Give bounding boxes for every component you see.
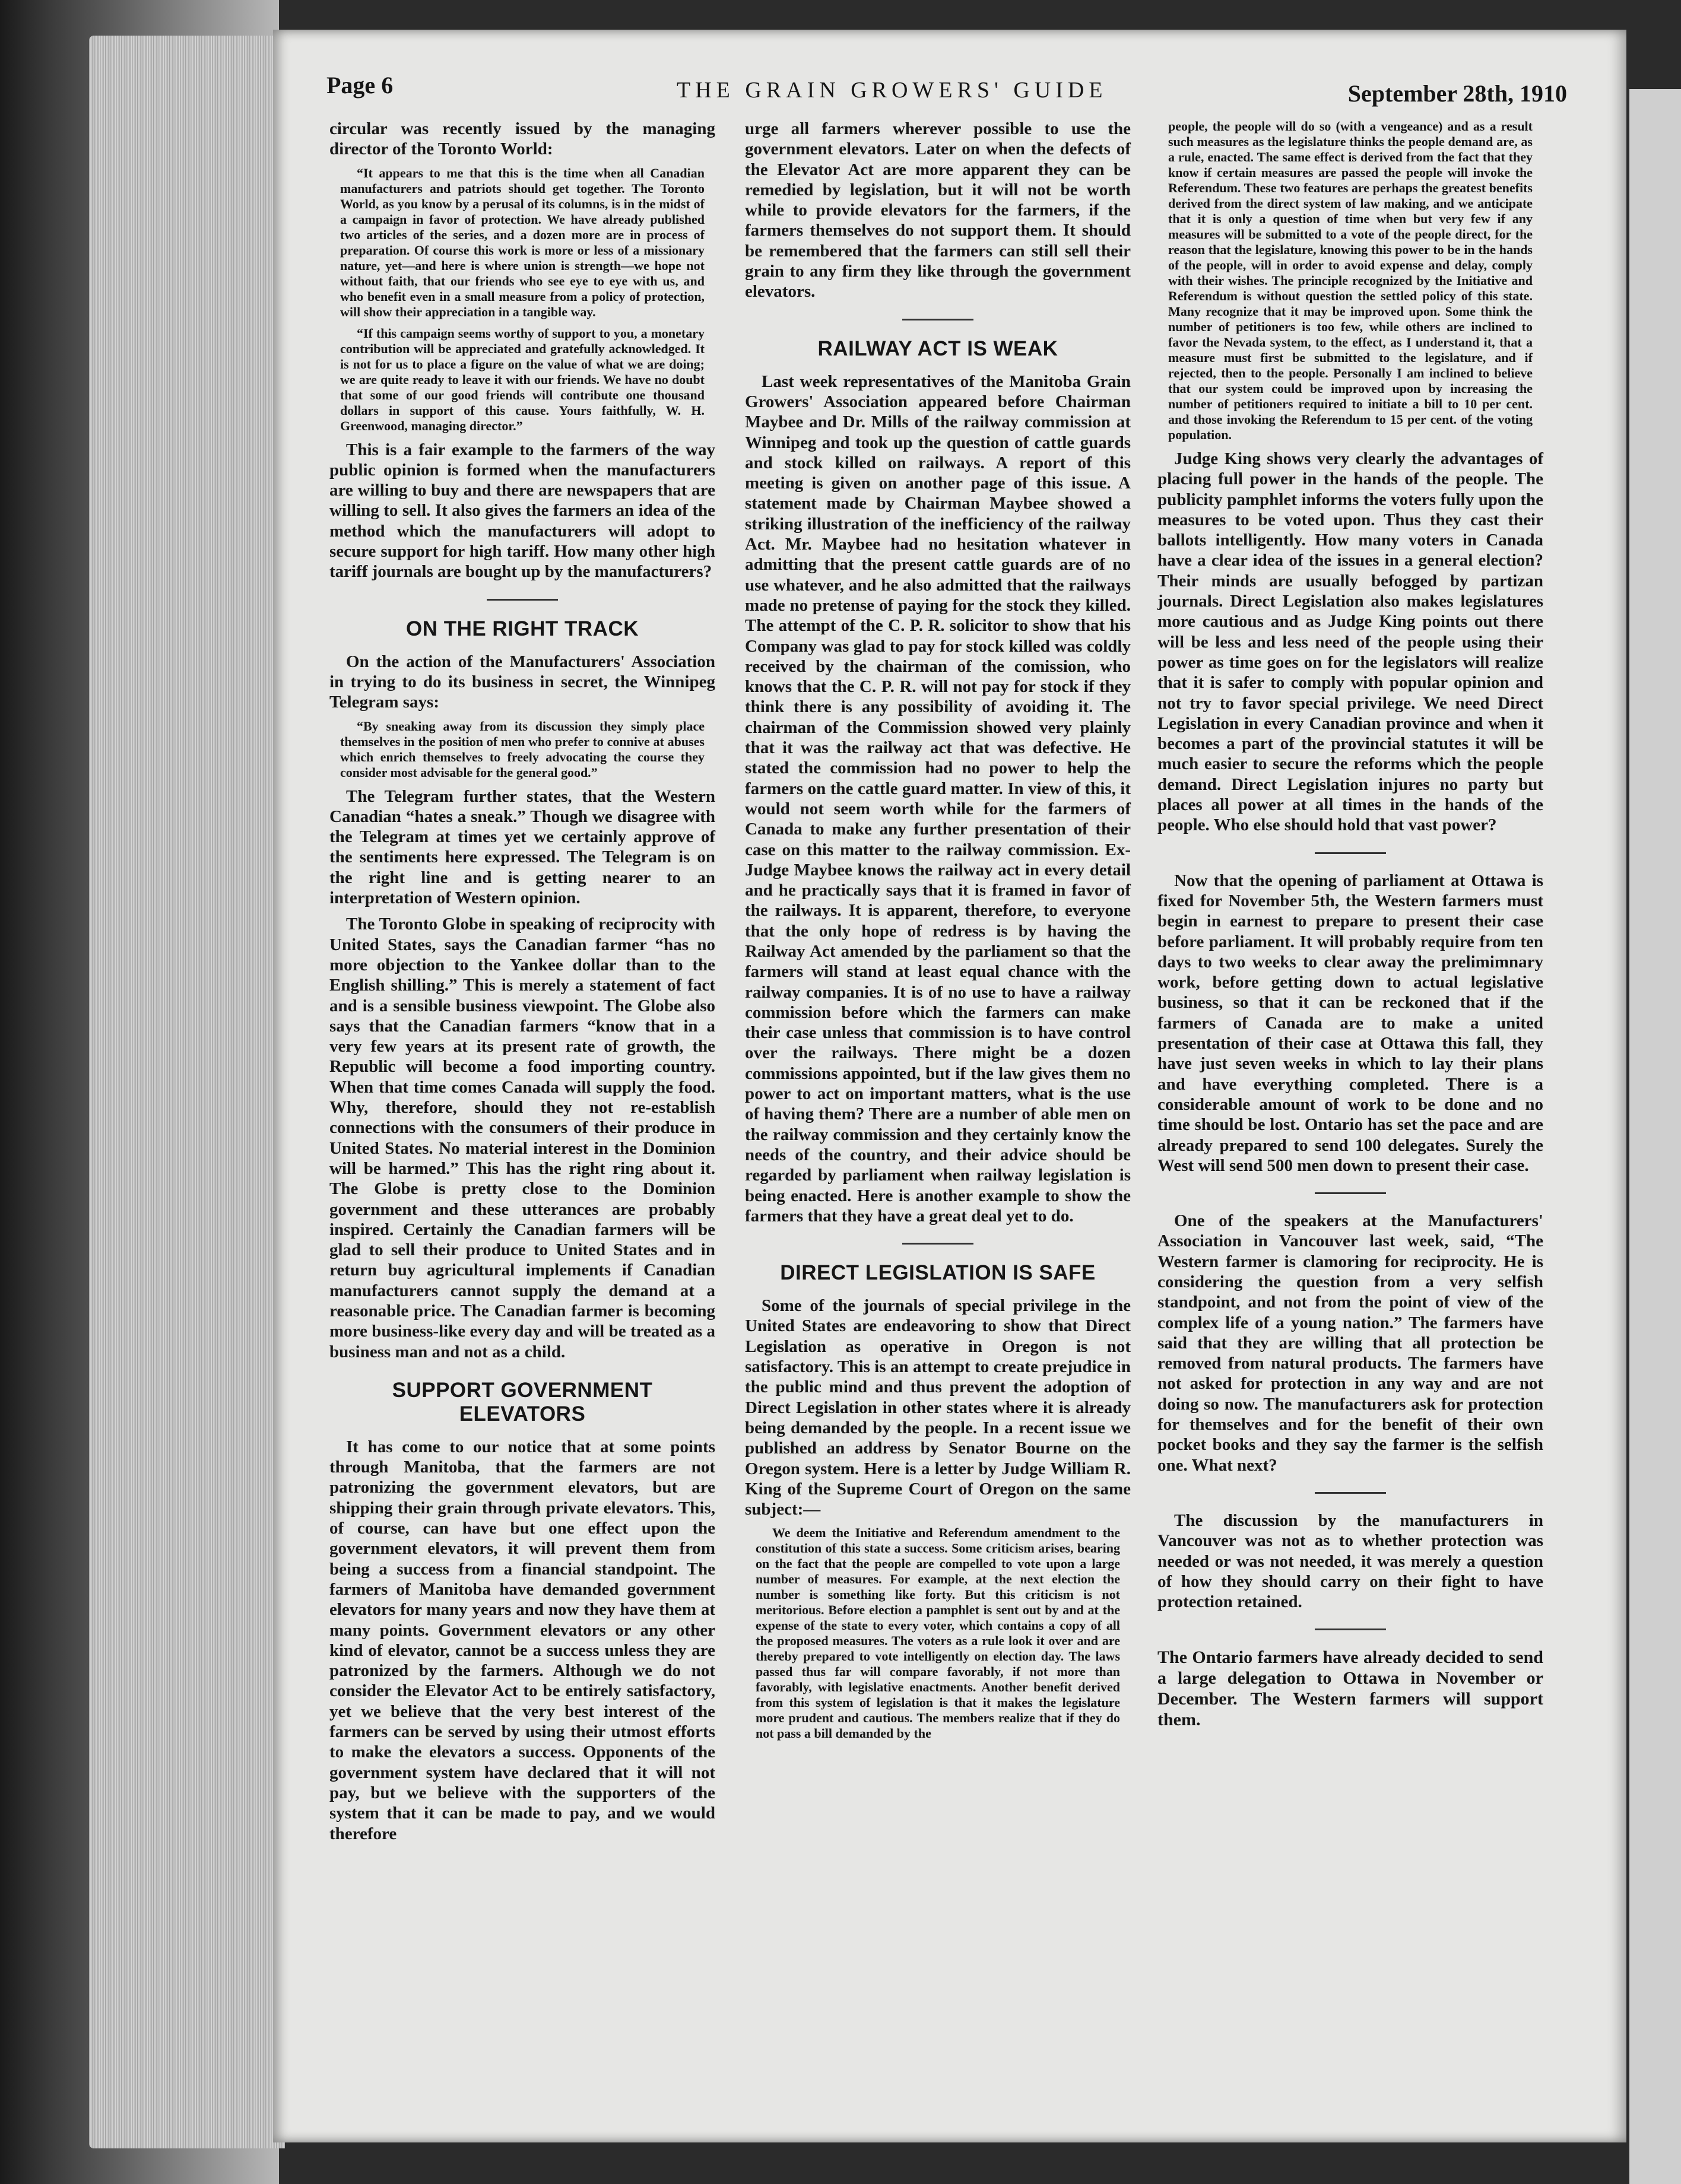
paragraph: On the action of the Manufacturers' Association in trying to do its business in secret, the Winnipeg Telegram says: [329, 652, 715, 712]
paragraph: circular was recently issued by the managing director of the Toronto World: [329, 119, 715, 159]
page-header [326, 71, 1567, 107]
column-1 [329, 119, 715, 1850]
quote-block: We deem the Initiative and Referendum amendment to the constitution of this state a success. Some criticism arises, bearing on the fact that the people are compelled to vote upon a large number of measures. For example, at the next election the number is something like forty. But this criticism is not meritorious. Before election a pamphlet is sent out by and at the expense of the state to every voter, which contains a copy of all the proposed measures. The voters as a rule look it over and are thereby prepared to vote intelligently on election day. The laws passed thus far will compare favorably, if not more than favorably, with legislative enactments. Another benefit derived from this system of legislation is that it makes the legislature more prudent and cautious. The members realize that if they do not pass a bill demanded by the [756, 1525, 1120, 1741]
quote-block: “If this campaign seems worthy of support to you, a monetary contribution will be appreciated and gratefully acknowledged. It is not for us to place a figure on the value of what we are doing; we are quite ready to leave it with our friends. We have no doubt that some of our good friends will contribute one thousand dollars in support of this cause. Yours faithfully, W. H. Greenwood, managing director.” [340, 325, 705, 433]
quote-block: “It appears to me that this is the time when all Canadian manufacturers and patriots should get together. The Toronto World, as you know by a perusal of its columns, is in the midst of a campaign in favor of protection. We have already published two articles of the series, and a dozen more are in process of preparation. Of course this work is more or less of a missionary nature, yet—and here is where union is strength—we hope not without faith, that our friends who see eye to eye with us, and who benefit even in a small measure from a policy of protection, will show their appreciation in a tangible way. [340, 165, 705, 319]
section-divider [902, 319, 973, 320]
column-2 [745, 119, 1131, 1747]
closing-note: The Ontario farmers have already decided to send a large delegation to Ottawa in November or December. The Western farmers will support them. [1157, 1647, 1543, 1730]
paragraph: urge all farmers wherever possible to use the government elevators. Later on when the defects of the Elevator Act are more apparent they can be remedied by legislation, but it will not be worth while to provide elevators for the farmers, if the farmers themselves do not support them. It should be remembered that the farmers can still sell their grain to any firm they like through the government elevators. [745, 119, 1131, 301]
section-divider [1315, 1492, 1386, 1494]
column-3 [1157, 119, 1543, 1736]
section-divider [902, 1243, 973, 1245]
paragraph: The discussion by the manufacturers in Vancouver was not as to whether protection was needed or was not needed, it was merely a question of how they should carry on their fight to have protection retained. [1157, 1510, 1543, 1612]
newspaper-page [273, 30, 1626, 2142]
section-divider [1315, 1192, 1386, 1194]
headline-right-track: ON THE RIGHT TRACK [405, 617, 639, 640]
page-number: Page 6 [326, 72, 394, 99]
section-divider [1315, 852, 1386, 854]
headline-support-elevators: SUPPORT GOVERNMENT ELEVATORS [392, 1378, 653, 1426]
facing-page [1629, 89, 1681, 2184]
paragraph: One of the speakers at the Manufacturers' Association in Vancouver last week, said, “The Western farmer is clamoring for reciprocity. He is considering the question from a very selfish standpoint, and not from the point of view of the complex life of a young nation.” The farmers have said that they are willing that all protection be removed from natural products. The farmers have not asked for protection in any way and are not doing so now. The manufacturers ask for protection for themselves and for the benefit of their own pocket books and they say the farmer is the selfish one. What next? [1157, 1211, 1543, 1475]
paragraph: The Toronto Globe in speaking of reciprocity with United States, says the Canadian farmer “has no more objection to the Yankee dollar than to the English shilling.” This is merely a statement of fact and is a sensible business viewpoint. The Globe also says that the Canadian farmers “know that in a very few years at its present rate of growth, the Republic will become a food importing country. When that time comes Canada will supply the food. Why, therefore, should they not re-establish connections with the consumers of their produce in United States. No material interest in the Dominion will be harmed.” This has the right ring about it. The Globe is pretty close to the Dominion government and these utterances are probably inspired. Certainly the Canadian farmers will be glad to sell their produce to United States and in return buy agricultural implements if Canadian manufacturers cannot supply the demand at a reasonable price. The Canadian farmer is becoming more business-like every day and will be treated as a business man and not as a child. [329, 915, 715, 1361]
quote-block: people, the people will do so (with a vengeance) and as a result such measures as the legislature thinks the people demand are, as a rule, enacted. The same effect is derived from the fact that they know if certain measures are passed the people will invoke the Referendum. These two features are perhaps the greatest benefits derived from the direct system of law making, and we anticipate that it is only a question of time when but very few if any measures will be submitted to a vote of the people direct, for the reason that the legislature, knowing this power to be in the hands of the people, will in order to avoid expense and delay, comply with their wishes. The principle recognized by the Initiative and Referendum is without question the settled policy of this state. Many recognize that it may be improved upon. Some think the number of petitioners is too few, while others are inclined to favor the Nevada system, to the effect, as I understand it, that a measure must first be submitted to the legislature, and if rejected, then to the people. Personally I am inclined to believe that our system could be improved upon by increasing the number of petitioners required to initiate a bill to 10 per cent. and those invoking the Referendum to 15 per cent. of the voting population. [1168, 119, 1533, 442]
section-divider [1315, 1629, 1386, 1630]
paragraph: Judge King shows very clearly the advantages of placing full power in the hands of the people. The publicity pamphlet informs the voters fully upon the measures to be voted upon. Thus they cast their ballots intelligently. How many voters in Canada have a clear idea of the issues in a general election? Their minds are usually befogged by partizan journals. Direct Legislation also makes legislatures more cautious and as Judge King points out there will be less and less need of the people using their power as time goes on for the legislators will realize that it is safer to comply with popular opinion and not try to favor special privilege. We need Direct Legislation in every Canadian province and when it becomes a part of the provincial statutes it will be much easier to secure the reforms which the people demand. Direct Legislation injures no party but places all power at all times in the hands of the people. Who else should hold that vast power? [1157, 449, 1543, 835]
headline-direct-legislation: DIRECT LEGISLATION IS SAFE [780, 1261, 1096, 1285]
paragraph: Now that the opening of parliament at Ottawa is fixed for November 5th, the Western farmers must begin in earnest to prepare to present their case before parliament. It will probably require from ten days to two weeks to clear away the prelimimnary work, before getting down to actual legislative business, so that it can be reckoned that if the farmers of Canada are to make a united presentation of their case at Ottawa this fall, they have just seven weeks in which to lay their plans and have everything completed. There is a considerable amount of work to be done and no time should be lost. Ontario has set the pace and are already prepared to send 100 delegates. Surely the West will send 500 men down to present their case. [1157, 871, 1543, 1175]
paragraph: This is a fair example to the farmers of the way public opinion is formed when the manufacturers are willing to buy and there are newspapers that are willing to sell. It also gives the farmers an idea of the method which the manufacturers will adopt to secure support for high tariff. How many other high tariff journals are bought up by the manufacturers? [329, 440, 715, 582]
paragraph: The Telegram further states, that the Western Canadian “hates a sneak.” Though we disagree with the Telegram at times yet we certainly approve of the sentiments here expressed. The Telegram is on the right line and is getting nearer to an interpretation of Western opinion. [329, 786, 715, 908]
paragraph: Last week representatives of the Manitoba Grain Growers' Association appeared before Chairman Maybee and Dr. Mills of the railway commission at Winnipeg and took up the question of cattle guards and stock killed on railways. A report of this meeting is given on another page of this issue. A statement made by Chairman Maybee showed a striking illustration of the inefficiency of the railway Act. Mr. Maybee had no hesitation whatever in admitting that the present cattle guards are of no use whatever, and he also admitted that the railways made no pretense of paying for the stock they killed. The attempt of the C. P. R. solicitor to show that his Company was glad to pay for stock killed was coldly received by the chairman of the comission, who knows that the C. P. R. will not pay for stock if they think there is any possibility of avoiding it. The chairman of the Commission showed very plainly that it was the railway act that was defective. He stated the commission had no power to help the farmers on the cattle guard matter. In view of this, it would not seem worth while for the farmers of Canada to make any further presentation of their case on this matter to the railway commission. Ex-Judge Maybee knows the railway act in every detail and he practically says that it is framed in favor of the railways. It is apparent, therefore, to everyone that the only hope of redress is by having the Railway Act amended by the parliament so that the farmers will stand at least equal chance with the railway companies. It is of no use to have a railway commission before which the farmers can make their case unless that commission is to have control over the railways. There might be a dozen commissions appointed, but if the law gives them no power to act on important matters, what is the use of having them? There are a number of able men on the railway commission and they certainly know the needs of the country, and their advice should be regarded by parliament when railway legislation is being enacted. Here is another example to show the farmers that they have a great deal yet to do. [745, 372, 1131, 1226]
paragraph: Some of the journals of special privilege in the United States are endeavoring to show that Direct Legislation as operative in Oregon is not satisfactory. This is an attempt to create prejudice in the public mind and thus prevent the adoption of Direct Legislation in other states where it is already being demanded by the people. In a recent issue we published an address by Senator Bourne on the Oregon system. Here is a letter by Judge William R. King of the Supreme Court of Oregon on the same subject:— [745, 1296, 1131, 1519]
issue-date: September 28th, 1910 [1347, 80, 1567, 107]
journal-title: THE GRAIN GROWERS' GUIDE [677, 78, 1108, 103]
paragraph: It has come to our notice that at some points through Manitoba, that the farmers are not patronizing the government elevators, but are shipping their grain through private elevators. This, of course, can have but one effect upon the government elevators, it will prevent them from being a success from a financial standpoint. The farmers of Manitoba have demanded government elevators for many years and now they have them at many points. Government elevators or any other kind of elevator, cannot be a success unless they are patronized by the farmers. Although we do not consider the Elevator Act to be entirely satisfactory, yet we believe that the very best interest of the farmers can be served by using their utmost efforts to make the elevators a success. Opponents of the government system have declared that it will not pay, but we believe with the supporters of the system that it can be made to pay, and we would therefore [329, 1437, 715, 1843]
quote-block: “By sneaking away from its discussion they simply place themselves in the position of men who prefer to connive at abuses which enrich themselves to freely advocating the course they consider most advisable for the general good.” [340, 718, 705, 780]
section-divider [487, 599, 558, 601]
page-edges [89, 36, 285, 2148]
headline-railway-act: RAILWAY ACT IS WEAK [817, 337, 1058, 360]
